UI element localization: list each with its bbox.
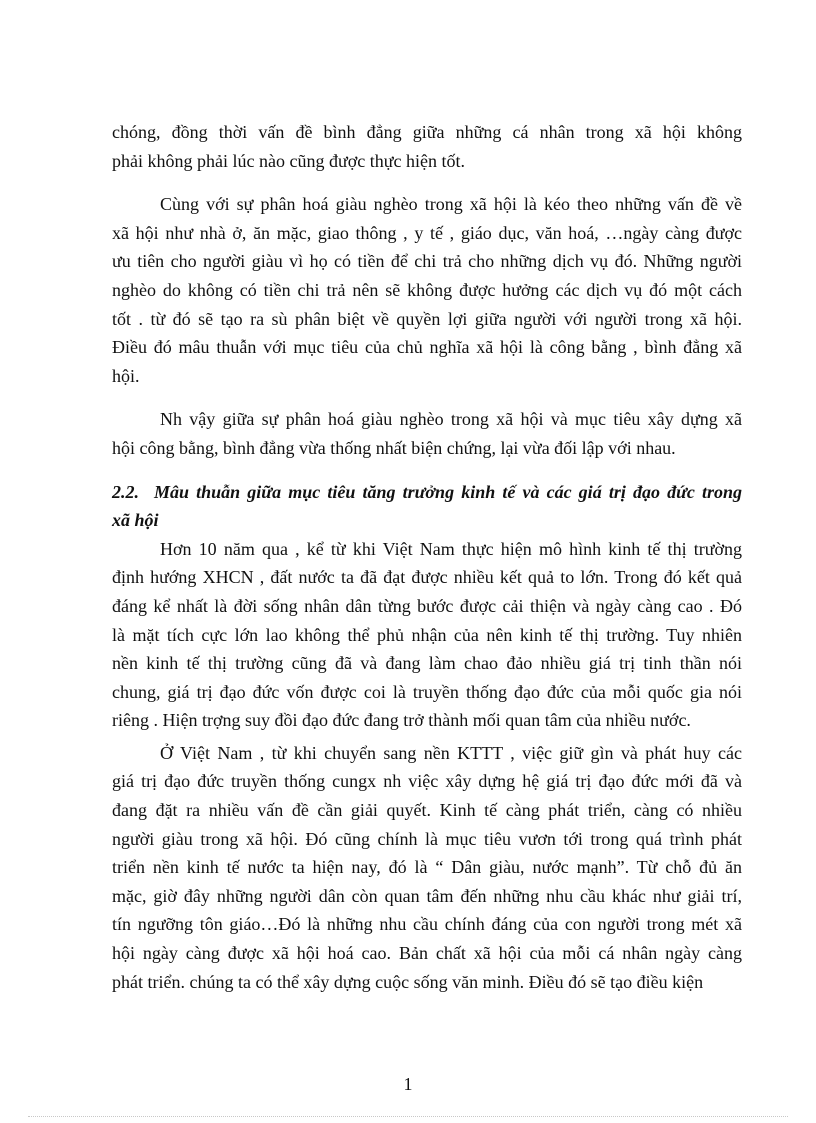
text-line: hội công bằng, bình đẳng vừa thống nhất biện chứng, lại vừa đối lập với nhau. [112, 437, 676, 458]
paragraph-4 [112, 535, 742, 735]
text-line: triển nền kinh tế nước ta hiện nay, đó là “ Dân giàu, nước mạnh”. Từ chỗ đủ ăn [112, 857, 742, 878]
document-body [112, 118, 742, 1011]
text-line: xã hội như nhà ở, ăn mặc, giao thông , y tế , giáo dục, văn hoá, …ngày càng được [112, 222, 742, 243]
heading-line: xã hội [112, 510, 159, 531]
paragraph-1 [112, 118, 742, 175]
text-line: chóng, đồng thời vấn đề bình đẳng giữa những cá nhân trong xã hội không [112, 122, 742, 142]
paragraph-2 [112, 190, 742, 390]
text-line: hội. [112, 365, 140, 386]
section-number: 2.2. [112, 481, 139, 502]
text-line: Điều đó mâu thuẫn với mục tiêu của chủ nghĩa xã hội là công bằng , bình đẳng xã [112, 337, 742, 358]
text-line: là mặt tích cực lớn lao không thể phủ nhận của nên kinh tế thị trường. Tuy nhiên [112, 624, 742, 645]
text-line: đáng kể nhất là đời sống nhân dân từng bước được cải thiện và ngày càng cao . Đó [112, 595, 742, 616]
section-heading [112, 478, 742, 535]
text-line: Nh vậy giữa sự phân hoá giàu nghèo trong xã hội và mục tiêu xây dựng xã [160, 409, 742, 430]
text-line: chung, giá trị đạo đức vốn được coi là truyền thống đạo đức của mỗi quốc gia nói [112, 681, 742, 702]
text-line: Ở Việt Nam , từ khi chuyển sang nền KTTT , việc giữ gìn và phát huy các [160, 742, 742, 763]
text-line: riêng . Hiện trợng suy đồi đạo đức đang trở thành mối quan tâm của nhiều nước. [112, 710, 691, 731]
text-line: định hướng XHCN , đất nước ta đã đạt được nhiều kết quả to lớn. Trong đó kết quả [112, 567, 742, 588]
text-line: đang đặt ra nhiều vấn đề cần giải quyết. Kinh tế càng phát triển, càng có nhiều [112, 800, 742, 821]
heading-line [112, 478, 742, 507]
text-line: người giàu trong xã hội. Đó cũng chính là mục tiêu vươn tới trong quá trình phát [112, 828, 742, 849]
text-line: hội ngày càng được xã hội hoá cao. Bản chất xã hội của mỗi cá nhân ngày càng [112, 943, 742, 964]
text-line: phát triển. chúng ta có thể xây dựng cuộc sống văn minh. Điều đó sẽ tạo điều kiện [112, 971, 704, 992]
text-line: Hơn 10 năm qua , kể từ khi Việt Nam thực hiện mô hình kinh tế thị trường [160, 538, 742, 559]
page-number: 1 [403, 1074, 413, 1094]
text-line: ưu tiên cho người giàu vì họ có tiền để chi trả cho những dịch vụ đó. Những người [112, 251, 742, 272]
paragraph-5 [112, 739, 742, 996]
text-line: tốt . từ đó sẽ tạo ra sù phân biệt về quyền lợi giữa người với người trong xã hội. [112, 308, 742, 329]
text-line: giá trị đạo đức truyền thống cungx nh việc xây dựng hệ giá trị đạo đức mới đã và [112, 771, 742, 792]
text-line: nền kinh tế thị trường cũng đã và đang làm chao đảo nhiều giá trị tinh thần nói [112, 653, 742, 674]
text-line: tín ngưỡng tôn giáo…Đó là những nhu cầu chính đáng của con người trong mét xã [112, 914, 742, 935]
text-line: nghèo do không có tiền chi trả nên sẽ không được hưởng các dịch vụ đó một cách [112, 279, 742, 300]
text-line: phải không phải lúc nào cũng được thực hiện tốt. [112, 150, 465, 171]
text-line: Cùng với sự phân hoá giàu nghèo trong xã hội là kéo theo những vấn đề về [160, 194, 742, 215]
paragraph-3 [112, 405, 742, 462]
section-title: Mâu thuẫn giữa mục tiêu tăng trưởng kinh tế và các giá trị đạo đức trong [154, 481, 742, 502]
text-line: mặc, giờ đây những người dân còn quan tâm đến những nhu cầu khác như giải trí, [112, 885, 742, 906]
page-bottom-divider [28, 1116, 788, 1117]
